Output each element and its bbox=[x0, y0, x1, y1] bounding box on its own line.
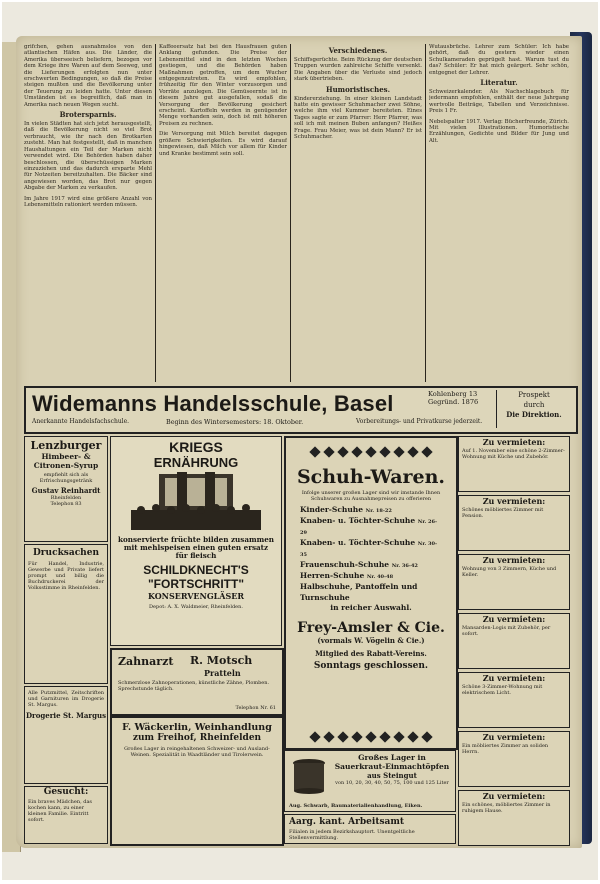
diamond-ornament bbox=[421, 446, 432, 457]
ad-schuh-item-size: Nr. 18-22 bbox=[365, 508, 392, 514]
rental-title: Zu vermieten: bbox=[482, 437, 546, 447]
diamond-ornament bbox=[323, 446, 334, 457]
diamond-ornament bbox=[393, 446, 404, 457]
rental-title: Zu vermieten: bbox=[482, 614, 546, 624]
column-1-end: Im Jahre 1917 wird eine größere Anzahl von Lebensmitteln rationiert werden müssen. bbox=[24, 195, 152, 208]
ad-zahnarzt-name: R. Motsch bbox=[190, 654, 253, 667]
rental-title: Zu vermieten: bbox=[482, 496, 546, 506]
ad-waeckerlin-body: Großes Lager in reingehaltenen Schweizer- und Ausland-Weinen. Spezialität in Waadtländer und Tirolerwein. bbox=[124, 746, 270, 758]
column-divider bbox=[290, 44, 291, 382]
diamond-ornament bbox=[309, 731, 320, 742]
ad-schuh-item-size: Nr. 36-42 bbox=[391, 563, 418, 569]
rental-title: Zu vermieten: bbox=[482, 555, 546, 565]
handelsschule-banner bbox=[24, 386, 578, 434]
column-divider bbox=[155, 44, 156, 382]
crowd-illustration bbox=[111, 470, 281, 532]
column-4-top: Wutausbrüche. Lehrer zum Schüler: Ich habe gehört, daß du gestern wieder einen Schulkameraden geprügelt hast. Warum tust du das? Schüler: Er hat mich geärgert. Sehr schön, entgegnet der Lehrer. bbox=[429, 44, 569, 76]
ad-zahnarzt-town: Pratteln bbox=[204, 668, 241, 678]
ad-schuh-company: Frey-Amsler & Cie. bbox=[297, 620, 445, 636]
ad-lenzburger-tel: Telephon 83 bbox=[50, 501, 82, 507]
ad-gesucht bbox=[24, 786, 108, 844]
diamond-border-top bbox=[286, 441, 456, 460]
ad-lenzburger bbox=[24, 436, 108, 542]
ad-kriegs-title2: ERNÄHRUNG bbox=[153, 455, 239, 470]
banner-prospekt-3: Die Direktion. bbox=[506, 410, 562, 419]
rental-body: Wohnung von 3 Zimmern, Küche und Keller. bbox=[462, 566, 557, 578]
banner-subtitle: Anerkannte Handelsfachschule. bbox=[32, 418, 130, 425]
ad-kriegs-depot: Depot: A. X. Waldmeier, Rheinfelden. bbox=[149, 604, 243, 610]
ad-kriegs-title1: KRIEGS bbox=[169, 439, 223, 455]
ad-drucksachen bbox=[24, 544, 108, 684]
ad-arbeitsamt bbox=[284, 814, 456, 844]
ad-zahnarzt bbox=[110, 648, 284, 716]
ad-kriegs-maker3: KONSERVENGLÄSER bbox=[147, 591, 245, 601]
ad-schuh-item-label: Herren-Schuhe bbox=[300, 571, 365, 580]
rental-title: Zu vermieten: bbox=[482, 791, 546, 801]
rental-ad bbox=[458, 672, 570, 728]
ad-kriegs-tagline: konservierte früchte bilden zusammen mit mehlspeisen einen guten ersatz für fleisch bbox=[117, 535, 274, 560]
rental-body: Mansarden-Logis mit Zubehör, per sofort. bbox=[462, 625, 551, 637]
ad-schuh-item: Halbschuhe, Pantoffeln und Turnschuhe bbox=[300, 582, 418, 602]
ad-schuh-item-size: Nr. 26-29 bbox=[300, 519, 438, 536]
column-1 bbox=[24, 44, 152, 382]
column-2 bbox=[159, 44, 287, 382]
ad-schuh-item-label: Frauenschuh-Schuhe bbox=[300, 560, 390, 569]
diamond-ornament bbox=[393, 731, 404, 742]
ad-zahnarzt-body: Schmerzlose Zahnoperationen, künstliche Zähne, Plomben. Sprechstunde täglich. bbox=[118, 680, 270, 692]
ad-drucksachen-body: Für Handel, Industrie, Gewerbe und Private liefert prompt und billig die Buchdruckerei der Volksstimme in Rheinfelden. bbox=[28, 561, 104, 591]
ad-schuh-member: Mitglied des Rabatt-Vereins. bbox=[315, 649, 427, 658]
diamond-ornament bbox=[337, 446, 348, 457]
rental-ad bbox=[458, 495, 570, 551]
diamond-ornament bbox=[323, 731, 334, 742]
book-photo bbox=[2, 2, 598, 880]
banner-prospekt-1: Prospekt bbox=[518, 391, 550, 399]
ad-schuh-item-size: Nr. 30-35 bbox=[300, 541, 438, 558]
ad-gesucht-body: Ein braves Mädchen, das kochen kann, zu einer kleinen Familie. Eintritt sofort. bbox=[28, 799, 92, 823]
rental-title: Zu vermieten: bbox=[482, 732, 546, 742]
ad-gesucht-title: Gesucht: bbox=[43, 787, 89, 797]
ad-sauerkraut-line1: Großes Lager in bbox=[358, 753, 426, 762]
column-1-intro: grifchen, gehen ausnahmslos von den atlantischen Häfen aus. Die Länder, die Amerika überseeisch beliefern, bezogen vor dem Kriege ihre Waren auf dem Seeweg, und die Lieferungen erfolgten nun unter erschwerten Bedingungen, so daß die Preise steigen mußten und die Bevölkerung unter der Teuerung zu leiden hatte. Unter diesen Umständen ist es begreiflich, daß man in Amerika nach neuen Wegen sucht. bbox=[24, 44, 152, 108]
ad-schuh-item bbox=[300, 559, 442, 570]
banner-address-line1: Kohlenberg 13 bbox=[428, 390, 478, 398]
diamond-ornament bbox=[379, 731, 390, 742]
ad-schuh-closed: Sonntags geschlossen. bbox=[313, 661, 429, 671]
column-1-heading: Brotersparnis. bbox=[59, 110, 117, 120]
ad-lenzburger-line3: empfiehlt sich als Erfrischungsgetränk bbox=[39, 472, 93, 484]
column-4-body: Schweizerkalender. Als Nachschlagebuch für jedermann empfohlen, enthält der neue Jahrgang wertvolle Beiträge, Tabellen und Verzeichnisse. Preis 1 Fr. bbox=[429, 89, 569, 115]
column-3-heading-2: Humoristisches. bbox=[325, 84, 391, 94]
diamond-ornament bbox=[337, 731, 348, 742]
column-3 bbox=[294, 44, 422, 382]
diamond-ornament bbox=[309, 446, 320, 457]
column-1-body: In vielen Städten hat sich jetzt herausgestellt, daß die Bevölkerung nicht so viel Brot verbraucht, wie ihr nach den Brotkarten zusteht. Man hat festgestellt, daß in manchen Haushaltungen ein Teil der Marken nicht verwendet wird. Die Behörden haben daher beschlossen, die überschüssigen Marken einzuziehen und das dadurch ersparte Mehl für Notzeiten bereitzuhalten. Die Bäcker sind angewiesen worden, das Brot nur gegen Abgabe der Marken zu verkaufen. bbox=[24, 121, 152, 192]
diamond-ornament bbox=[421, 731, 432, 742]
column-3-body-2: Kindererziehung. In einer kleinen Landstadt hatte ein gewisser Schuhmacher zwei Söhne, welche ihm viel Kummer bereiteten. Eines Tages sagte er zum Pfarrer: Herr Pfarrer, was soll ich mit meinen Buben anfangen? Heißes Frage. Frau Meier, was ist dein Mann? Er ist Schuhmacher. bbox=[294, 95, 422, 141]
rentals-column bbox=[458, 436, 570, 842]
rental-body: Schöne 3-Zimmer-Wohnung mit elektrischem Licht. bbox=[462, 684, 543, 696]
ad-schuh-item-size: Nr. 40-48 bbox=[366, 574, 394, 580]
column-2-body2: Die Versorgung mit Milch bereitet dagegen größere Schwierigkeiten. Es wird darauf hingewiesen, daß Milch vor allem für Kinder und Kranke bestimmt sein soll. bbox=[159, 131, 287, 157]
rental-body: Schönes möbliertes Zimmer mit Pension. bbox=[462, 507, 544, 519]
ad-schuh-item-label: Knaben- u. Töchter-Schuhe bbox=[300, 538, 416, 547]
banner-courses: Vorbereitungs- und Privatkurse jederzeit. bbox=[356, 418, 483, 425]
ad-kriegs-ernaehrung bbox=[110, 436, 282, 646]
rental-body: Ein möbliertes Zimmer an soliden Herrn. bbox=[462, 743, 549, 755]
ad-kriegs-maker2: "FORTSCHRITT" bbox=[147, 577, 245, 591]
column-4 bbox=[429, 44, 569, 382]
banner-title: Widemanns Handelsschule, Basel bbox=[32, 391, 394, 416]
ad-schuh-choice: in reicher Auswahl. bbox=[330, 603, 412, 612]
ad-schuh-title: Schuh-Waren. bbox=[296, 466, 446, 488]
ad-drucksachen-title: Drucksachen bbox=[33, 548, 99, 558]
diamond-ornament bbox=[351, 446, 362, 457]
column-divider bbox=[425, 44, 426, 382]
ad-zahnarzt-tel: Telephon Nr. 61 bbox=[235, 705, 276, 711]
ad-sauerkraut bbox=[284, 750, 456, 812]
ad-drogerie bbox=[24, 686, 108, 784]
column-3-body: Schiffsgerüchte. Beim Rückzug der deutschen Truppen wurden zahlreiche Schiffe versenkt. Die Angaben über die Verluste sind jedoch stark übertrieben. bbox=[294, 57, 422, 83]
diamond-ornament bbox=[365, 731, 376, 742]
ad-schuh-item bbox=[300, 515, 442, 537]
ad-kriegs-maker1: SCHILDKNECHT'S bbox=[143, 563, 249, 577]
ad-sauerkraut-body: von 10, 20, 30, 40, 50, 75, 100 und 125 Liter bbox=[335, 780, 449, 786]
rental-ad bbox=[458, 554, 570, 610]
rental-ad bbox=[458, 731, 570, 787]
ad-schuh-waren bbox=[284, 436, 458, 750]
rental-ad bbox=[458, 436, 570, 492]
banner-address-line2: Gegründ. 1876 bbox=[428, 398, 479, 406]
ad-schuh-item-label: Knaben- u. Töchter-Schuhe bbox=[300, 516, 416, 525]
ad-schuh-former: (vormals W. Vögelin & Cie.) bbox=[317, 636, 425, 645]
ad-schuh-list bbox=[286, 504, 456, 603]
banner-semester: Beginn des Wintersemesters: 18. Oktober. bbox=[166, 418, 304, 426]
ad-schuh-intro: Infolge unserer großen Lager sind wir imstande Ihnen Schuhwaren zu Ausnahmepreisen zu offerieren bbox=[301, 490, 441, 502]
banner-address bbox=[428, 390, 478, 406]
ad-drogerie-body: Alle Putzmittel, Zeitschriften und Garnituren im Drogerie St. Margus. bbox=[28, 690, 104, 708]
ad-schuh-item bbox=[300, 504, 442, 515]
ad-sauerkraut-shop: Aug. Schwarb, Baumaterialienhandlung, Eiken. bbox=[289, 803, 423, 809]
diamond-ornament bbox=[407, 731, 418, 742]
column-3-heading: Verschiedenes. bbox=[328, 46, 388, 55]
diamond-ornament bbox=[379, 446, 390, 457]
diamond-border-bottom bbox=[286, 726, 456, 745]
column-4-body-2: Nebelspalter 1917. Verlag: Bücherfreunde, Zürich. Mit vielen Illustrationen. Humoristische Erzählungen, Gedichte und Bilder für Jung und Alt. bbox=[429, 118, 569, 144]
ad-drogerie-shop: Drogerie St. Margus bbox=[25, 711, 107, 720]
rental-title: Zu vermieten: bbox=[482, 673, 546, 683]
ad-lenzburger-title: Lenzburger bbox=[30, 439, 102, 452]
ad-sauerkraut-line3: aus Steingut bbox=[367, 771, 417, 780]
ad-waeckerlin-sub: zum Freihof, Rheinfelden bbox=[132, 733, 262, 743]
newspaper-page bbox=[16, 36, 582, 848]
rental-body: Ein schönes, möbliertes Zimmer in ruhigem Hause. bbox=[462, 802, 551, 814]
ad-waeckerlin-title: F. Wäckerlin, Weinhandlung bbox=[122, 722, 272, 733]
diamond-ornament bbox=[365, 446, 376, 457]
ad-lenzburger-line1: Himbeer- & bbox=[41, 452, 91, 461]
rental-body: Auf 1. November eine schöne 2-Zimmer-Wohnung mit Küche und Zubehör. bbox=[462, 448, 565, 460]
ad-schuh-item bbox=[300, 570, 442, 581]
column-4-heading: Literatur. bbox=[480, 78, 518, 88]
column-2-body: Kaffeeersatz hat bei den Hausfrauen guten Anklang gefunden. Die Preise der Lebensmittel sind in den letzten Wochen gestiegen, und die Behörden haben Maßnahmen getroffen, um dem Wucher entgegenzutreten. Es wird empfohlen, frühzeitig für den Winter vorzusorgen und Vorräte anzulegen. Die Gemüseernte ist in diesem Jahre gut ausgefallen, sodaß die Versorgung der Bevölkerung gesichert erscheint. Kartoffeln werden in genügender Menge vorhanden sein, doch ist mit höheren Preisen zu rechnen. bbox=[159, 44, 287, 127]
ad-lenzburger-town: Rheinfelden bbox=[50, 495, 82, 501]
ad-arbeitsamt-body: Filialen in jedem Bezirkshauptort. Unentgeltliche Stellenvermittlung. bbox=[289, 829, 415, 841]
ad-arbeitsamt-title: Aarg. kant. Arbeitsamt bbox=[289, 817, 405, 827]
ad-lenzburger-shop: Gustav Reinhardt bbox=[31, 486, 101, 495]
banner-prospekt bbox=[496, 390, 571, 428]
banner-prospekt-2: durch bbox=[523, 401, 545, 409]
rental-ad bbox=[458, 790, 570, 846]
crock-pot-icon bbox=[289, 757, 329, 795]
diamond-ornament bbox=[351, 731, 362, 742]
ad-zahnarzt-title: Zahnarzt bbox=[118, 655, 174, 668]
ad-waeckerlin bbox=[110, 716, 284, 846]
diamond-ornament bbox=[407, 446, 418, 457]
ad-sauerkraut-line2: Sauerkraut-Einmachtöpfen bbox=[334, 762, 450, 771]
ad-schuh-item bbox=[300, 537, 442, 559]
ad-lenzburger-line2: Citronen-Syrup bbox=[33, 461, 99, 470]
rental-ad bbox=[458, 613, 570, 669]
ad-schuh-item-label: Kinder-Schuhe bbox=[300, 505, 364, 514]
